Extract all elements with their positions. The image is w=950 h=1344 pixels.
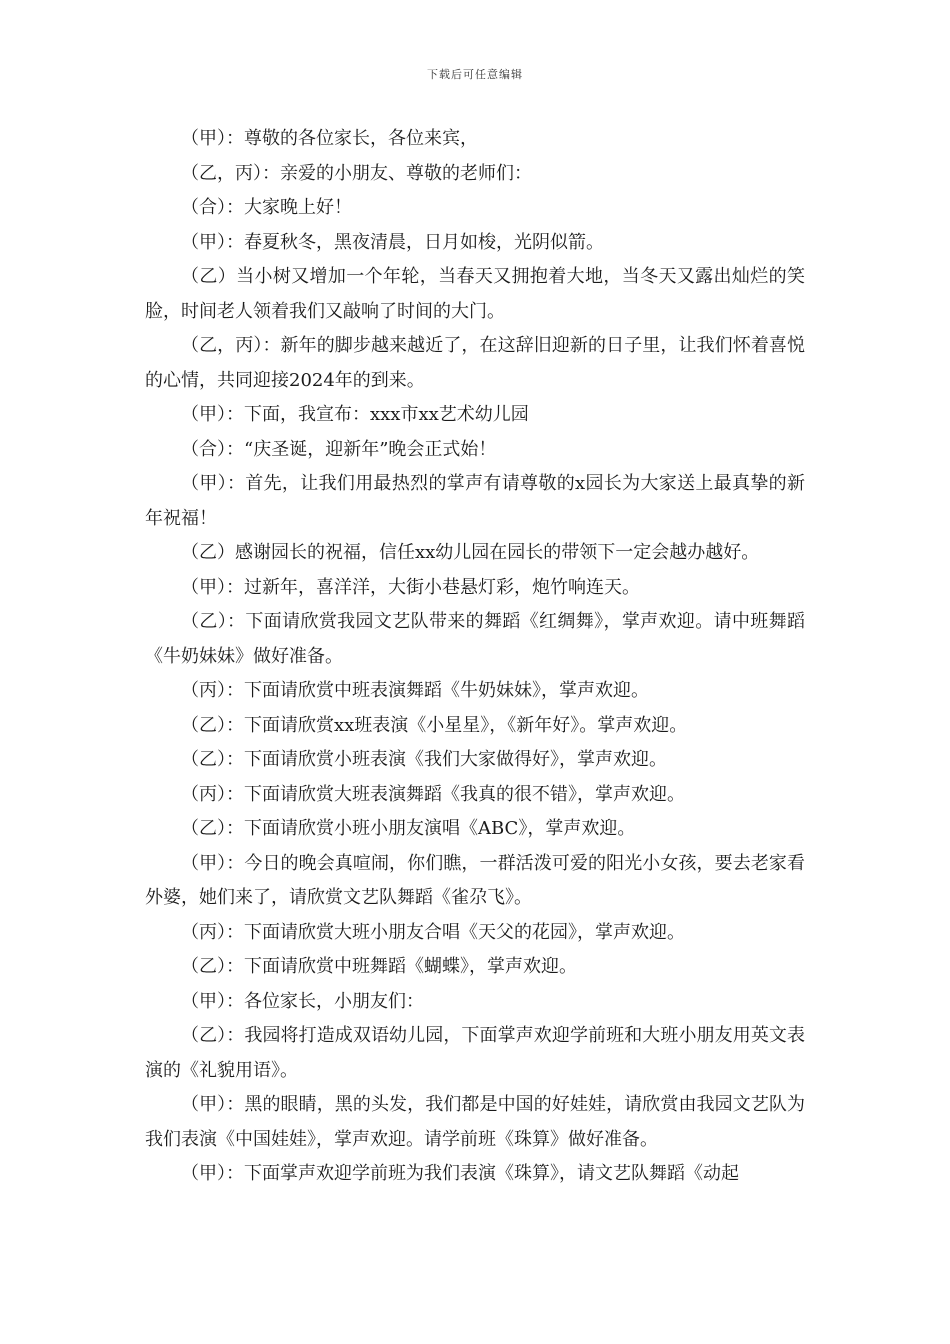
paragraph: （甲）：过新年，喜洋洋，大街小巷悬灯彩，炮竹响连天。 (181, 576, 640, 598)
paragraph: （乙）：下面请欣赏小班表演《我们大家做得好》，掌声欢迎。 (181, 749, 667, 770)
paragraph: （乙）感谢园长的祝福，信任xx幼儿园在园长的带领下一定会越办越好。 (181, 542, 760, 563)
paragraph: （乙）：我园将打造成双语幼儿园，下面掌声欢迎学前班和大班小朋友用英文表演的《礼貌用语》。 (145, 1025, 805, 1081)
paragraph: （甲）：黑的眼睛，黑的头发，我们都是中国的好娃娃，请欣赏由我园文艺队为我们表演《中国娃娃》，掌声欢迎。请学前班《珠算》做好准备。 (145, 1094, 805, 1150)
paragraph: （甲）：下面，我宣布：xxx市xx艺术幼儿园 (181, 404, 529, 425)
paragraph: （甲）：各位家长，小朋友们： (181, 990, 424, 1012)
paragraph: （甲）：尊敬的各位家长，各位来宾， (181, 128, 478, 149)
paragraph: （甲）：今日的晚会真喧闹，你们瞧，一群活泼可爱的阳光小女孩，要去老家看外婆，她们来了，请欣赏文艺队舞蹈《雀尕飞》。 (145, 852, 805, 908)
paragraph: （乙）：下面请欣赏中班舞蹈《蝴蝶》，掌声欢迎。 (181, 956, 577, 977)
document-body (145, 122, 805, 1192)
header-note: 下载后可任意编辑 (427, 68, 523, 81)
paragraph: （乙）：下面请欣赏我园文艺队带来的舞蹈《红绸舞》，掌声欢迎。请中班舞蹈《牛奶妹妹》做好准备。 (145, 611, 805, 667)
paragraph: （丙）：下面请欣赏大班表演舞蹈《我真的很不错》，掌声欢迎。 (181, 783, 685, 805)
paragraph: （乙，丙）：亲爱的小朋友、尊敬的老师们： (181, 162, 532, 184)
paragraph: （乙，丙）：新年的脚步越来越近了，在这辞旧迎新的日子里，让我们怀着喜悦的心情，共同迎接2024年的到来。 (145, 335, 805, 391)
paragraph: （合）：大家晚上好！ (181, 197, 352, 218)
paragraph: （丙）：下面请欣赏中班表演舞蹈《牛奶妹妹》，掌声欢迎。 (181, 680, 649, 701)
paragraph: （甲）：下面掌声欢迎学前班为我们表演《珠算》，请文艺队舞蹈《动起 (181, 1163, 739, 1184)
paragraph: （乙）：下面请欣赏小班小朋友演唱《ABC》，掌声欢迎。 (181, 818, 636, 839)
paragraph: （合）：“庆圣诞，迎新年”晚会正式始！ (181, 438, 497, 460)
paragraph: （乙）当小树又增加一个年轮，当春天又拥抱着大地，当冬天又露出灿烂的笑脸，时间老人领着我们又敲响了时间的大门。 (145, 266, 805, 322)
paragraph: （甲）：首先，让我们用最热烈的掌声有请尊敬的x园长为大家送上最真挚的新年祝福！ (145, 473, 805, 529)
paragraph: （乙）：下面请欣赏xx班表演《小星星》，《新年好》。掌声欢迎。 (181, 714, 688, 736)
paragraph: （丙）：下面请欣赏大班小朋友合唱《天父的花园》，掌声欢迎。 (181, 921, 685, 943)
paragraph: （甲）：春夏秋冬，黑夜清晨，日月如梭，光阴似箭。 (181, 231, 604, 253)
